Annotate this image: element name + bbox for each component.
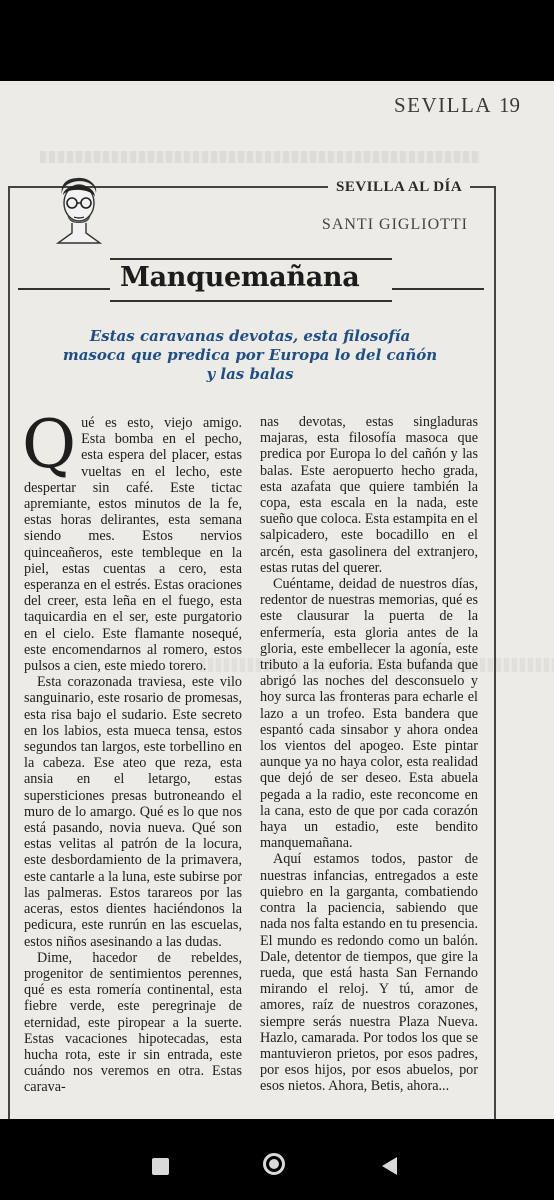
- newspaper-page: [0, 81, 554, 1119]
- paragraph-text: ué es esto, viejo amigo. Esta bomba en el pecho, esta espera del placer, estas vueltas en el lecho, este despertar sin café. Este tictac apremiante, estos minutos de la fe, estas horas delirantes, esta semana siendo mes. Estos nervios quinceañeros, este tembleque en la piel, estas cuentas a cero, esta esperanza en el estrés. Estas oraciones del creer, esta leña en el fuego, esta taquicardia en el ser, este purgatorio en el cielo. Este flamante nosequé, este encomendarnos al romero, estos pulsos a cien, este miedo torero.: [24, 415, 242, 675]
- article-column-1: [22, 406, 242, 1096]
- paragraph: [22, 406, 242, 675]
- article-column-2: [260, 414, 478, 1095]
- home-circle-icon[interactable]: [263, 1153, 285, 1175]
- headline: Manquemañana: [120, 262, 360, 293]
- author-byline: SANTI GIGLIOTTI: [321, 216, 468, 233]
- back-triangle-icon[interactable]: [382, 1157, 397, 1175]
- column-label-wrap: [328, 176, 470, 196]
- recents-square-icon[interactable]: [152, 1158, 169, 1175]
- author-portrait: [50, 173, 110, 247]
- paragraph: Esta corazonada traviesa, este vilo sanguinario, este rosario de promesas, esta risa bajo el sudario. Este secreto en los labios, esta mueca tensa, estos segundos tan largos, este torbellino en la cabeza. Ese ateo que reza, esta ansia en el letargo, estas supersticiones presas butroneando el muro de lo amargo. Qué es lo que nos está pasando, novia nueva. Qué son estas velitas al patrón de la locura, este desbordamiento de la primavera, este cantarle a la luna, este subirse por las palmeras. Estos tarareos por las aceras, estos dientes haciéndonos la pedicura, este runrún en las escuelas, estos niños asesinando a las dudas.: [24, 674, 242, 950]
- section-title: SEVILLA: [394, 93, 492, 117]
- subheadline: Estas caravanas devotas, esta filosofía masoca que predica por Europa lo del cañón y las balas: [62, 327, 438, 383]
- paragraph: Aquí estamos todos, pastor de nuestras infancias, entregados a este quiebro en la garganta, combatiendo contra la paciencia, sabiendo que nada nos falta estando en tu presencia. El mundo es redondo como un balón. Dale, detentor de tiempos, que gire la rueda, que está hasta San Fernando mirando el reloj. Y tú, amor de amores, raíz de nuestros corazones, siempre serás nuestra Plaza Nueva. Hazlo, camarada. Por todos los que se mantuvieron prietos, por esos padres, por esos hijos, por esos abuelos, por esos nietos. Ahora, Betis, ahora...: [260, 851, 478, 1095]
- headline-rule-top: [110, 258, 392, 260]
- bleed-through-text: [40, 151, 480, 163]
- paragraph: Dime, hacedor de rebeldes, progenitor de sentimientos perennes, qué es esta romería continental, esta fiebre verde, este peregrinaje de eternidad, este piropear a la suerte. Estas vacaciones hipotecadas, esta hucha rota, este ir sin entrada, este cuándo nos veremos en otra. Estas carava-: [24, 949, 242, 1096]
- paragraph: Cuéntame, deidad de nuestros días, redentor de nuestras memorias, qué es este clausurar la puerta de la enfermería, esta gloria antes de la gloria, este embellecer la agonía, este tributo a la euforia. Esta bufanda que abrigó las noches del desconsuelo y hoy surca las fronteras para echarle el lazo a un trofeo. Esta bandera que espantó cada sinsabor y ahora ondea los vientos del apogeo. Este pintar aunque ya no haya color, esta realidad que dejó de ser deseo. Esta abuela pegada a la radio, este reconcome en la cana, esto de que por cada corazón haya un estadio, este bendito manquemañana.: [260, 576, 478, 852]
- drop-cap: Q: [22, 406, 77, 483]
- paragraph: nas devotas, estas singladuras majaras, esta filosofía masoca que predica por Europa lo del cañón y las balas. Este aeropuerto hecho grada, esta azafata que quiere también la copa, esta escala en la nada, este sueño que coloca. Esta estampita en el salpicadero, este bocadillo en el arcén, esta gasolinera del extranjero, estas rutas del querer.: [260, 414, 478, 576]
- headline-rule-bottom: [110, 300, 392, 302]
- page-number: 19: [499, 93, 520, 117]
- column-label: SEVILLA AL DÍA: [336, 179, 463, 195]
- headline-rule-left: [18, 288, 110, 290]
- headline-rule-right: [392, 288, 484, 290]
